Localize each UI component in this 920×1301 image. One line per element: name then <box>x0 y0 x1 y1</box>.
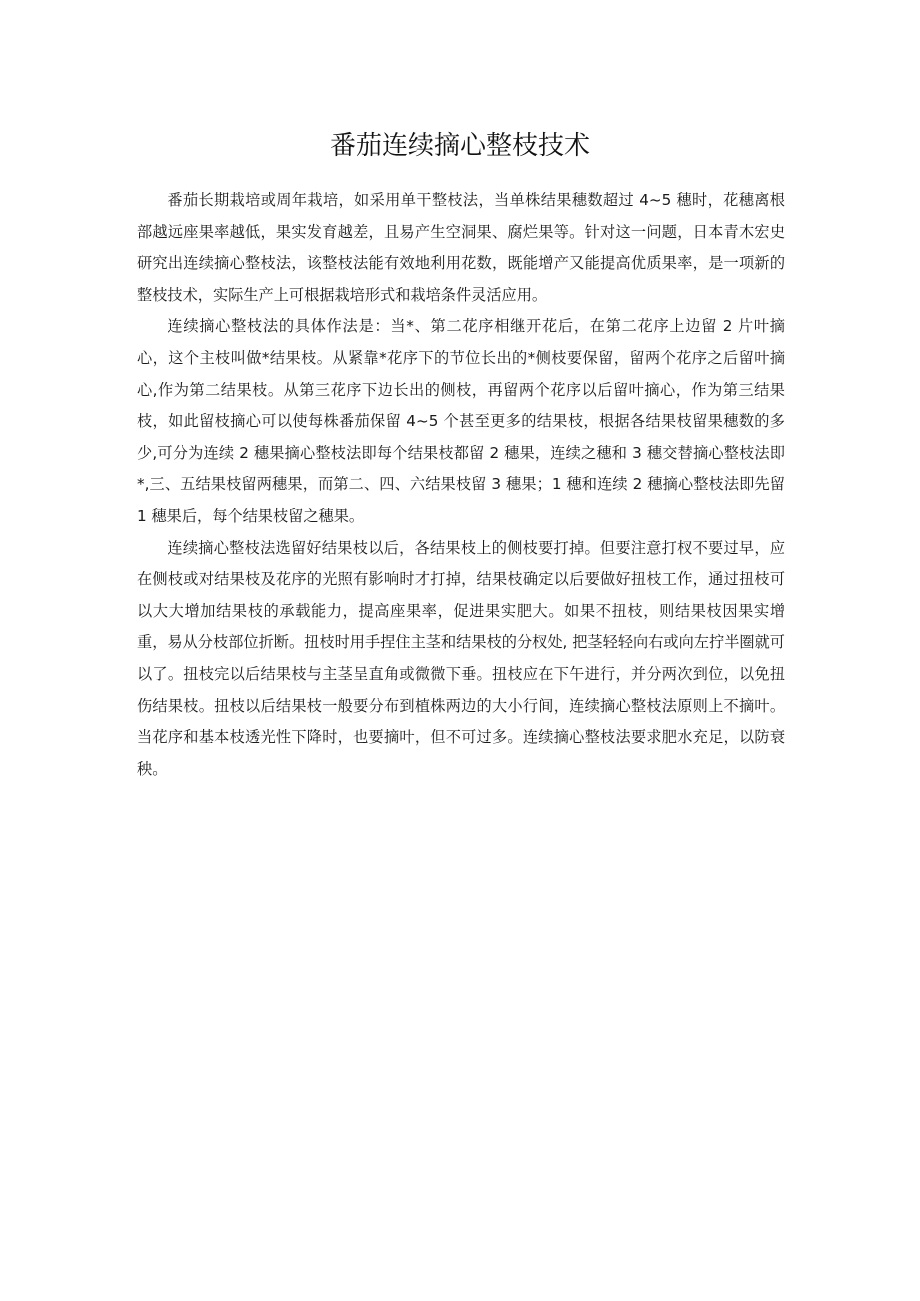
paragraph-twisting: 连续摘心整枝法选留好结果枝以后，各结果枝上的侧枝要打掉。但要注意打杈不要过早，应在侧枝或对结果枝及花序的光照有影响时才打掉，结果枝确定以后要做好扭枝工作，通过扭枝可以大大增加结果枝的承载能力，提高座果率，促进果实肥大。如果不扭枝，则结果枝因果实增重，易从分枝部位折断。扭枝时用手捏住主茎和结果枝的分杈处, 把茎轻轻向右或向左拧半圈就可以了。扭枝完以后结果枝与主茎呈直角或微微下垂。扭枝应在下午进行，并分两次到位，以免扭伤结果枝。扭枝以后结果枝一般要分布到植株两边的大小行间，连续摘心整枝法原则上不摘叶。当花序和基本枝透光性下降时，也要摘叶，但不可过多。连续摘心整枝法要求肥水充足，以防衰秧。 <box>137 538 785 778</box>
document-body <box>137 185 785 785</box>
paragraph-method: 连续摘心整枝法的具体作法是：当*、第二花序相继开花后，在第二花序上边留 2 片叶摘心，这个主枝叫做*结果枝。从紧靠*花序下的节位长出的*侧枝要保留，留两个花序之后留叶摘心,作为第二结果枝。从第三花序下边长出的侧枝，再留两个花序以后留叶摘心，作为第三结果枝，如此留枝摘心可以使每株番茄保留 4~5 个甚至更多的结果枝，根据各结果枝留果穗数的多少,可分为连续 2 穗果摘心整枝法即每个结果枝都留 2 穗果，连续之穗和 3 穗交替摘心整枝法即*,三、五结果枝留两穗果，而第二、四、六结果枝留 3 穗果；1 穗和连续 2 穗摘心整枝法即先留 1 穗果后，每个结果枝留之穗果。 <box>137 317 785 525</box>
paragraph-intro: 番茄长期栽培或周年栽培，如采用单干整枝法，当单株结果穗数超过 4~5 穗时，花穗离根部越远座果率越低，果实发育越差，且易产生空洞果、腐烂果等。针对这一问题，日本青木宏史研究出连续摘心整枝法，该整枝法能有效地利用花数，既能增产又能提高优质果率，是一项新的整枝技术，实际生产上可根据栽培形式和栽培条件灵活应用。 <box>137 191 785 304</box>
document-title: 番茄连续摘心整枝技术 <box>329 131 590 161</box>
